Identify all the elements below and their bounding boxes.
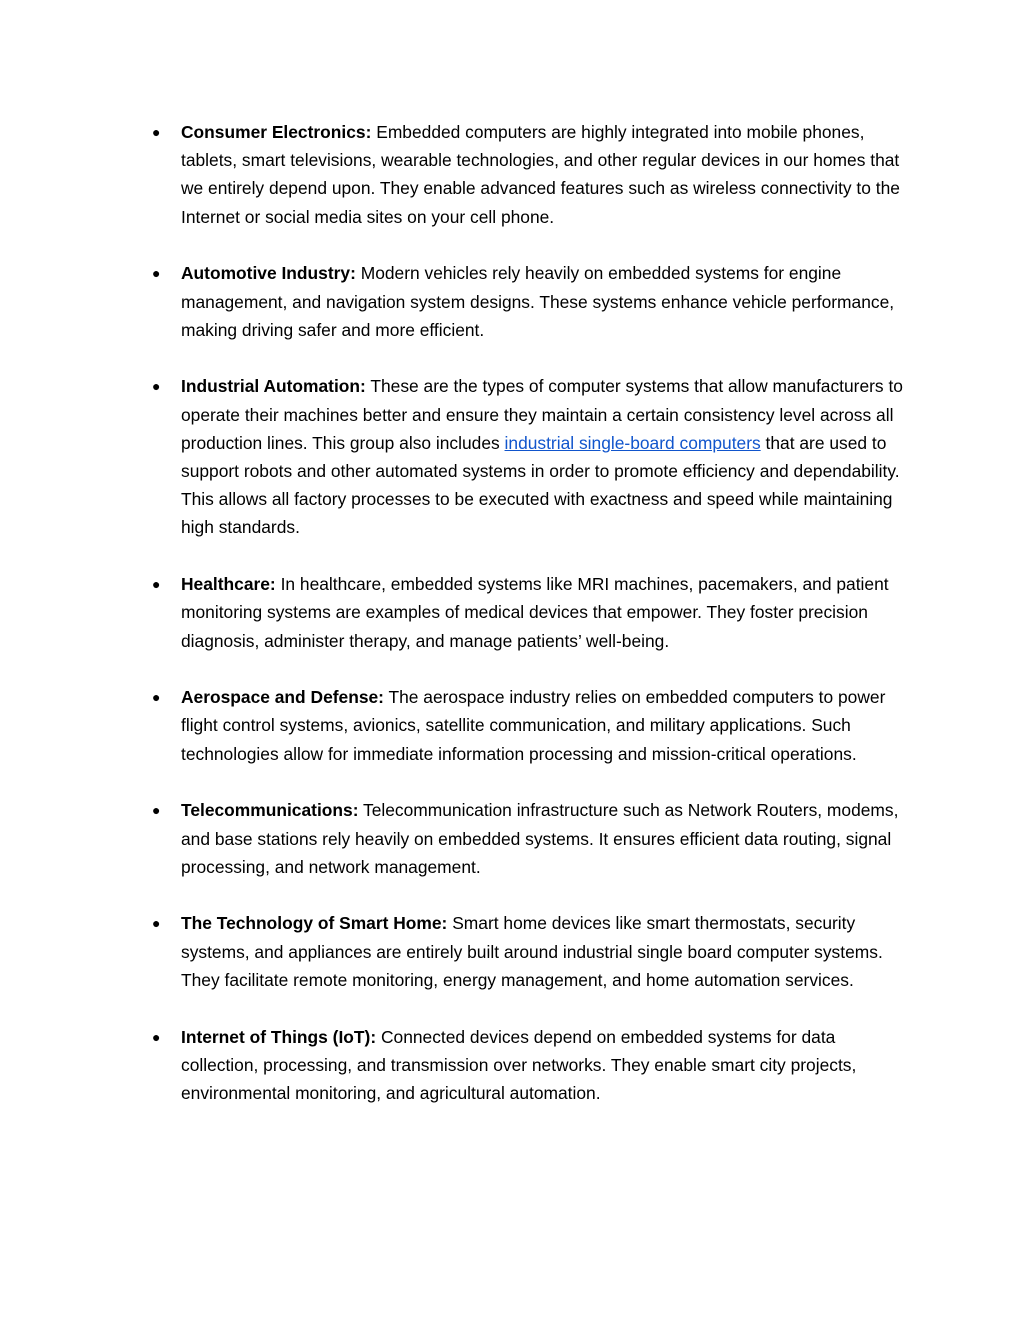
- list-item-automotive-industry: [152, 259, 912, 344]
- bullet-icon: ●: [152, 915, 161, 932]
- application-bullet-list: [152, 118, 912, 1136]
- list-item-healthcare: [152, 570, 912, 655]
- item-text: Modern vehicles rely heavily on embedded systems for engine management, and navigation system designs. These systems enhance vehicle performance, making driving safer and more efficient.: [181, 263, 895, 340]
- bullet-icon: ●: [152, 378, 161, 395]
- industrial-sbc-link[interactable]: industrial single-board computers: [504, 432, 761, 453]
- item-title: Telecommunications:: [181, 800, 359, 821]
- item-text: Connected devices depend on embedded systems for data collection, processing, and transmission over networks. They enable smart city projects, environmental monitoring, and agricultural automation.: [181, 1026, 857, 1103]
- item-title: The Technology of Smart Home:: [181, 913, 448, 934]
- item-text: The aerospace industry relies on embedded computers to power flight control systems, avionics, satellite communication, and military applications. Such technologies allow for immediate information processing and mission-critical operations.: [181, 687, 886, 764]
- bullet-icon: ●: [152, 1028, 161, 1045]
- list-item-smart-home: [152, 909, 912, 994]
- list-item-iot: [152, 1023, 912, 1108]
- item-text: Smart home devices like smart thermostats, security systems, and appliances are entirely built around industrial single board computer systems. They facilitate remote monitoring, energy management, and home automation services.: [181, 913, 883, 990]
- item-text-before-link: These are the types of computer systems that allow manufacturers to operate their machines better and ensure they maintain a certain consistency level across all production lines. This group also includes: [181, 376, 903, 453]
- bullet-icon: ●: [152, 576, 161, 593]
- item-title: Internet of Things (IoT):: [181, 1026, 377, 1047]
- bullet-icon: ●: [152, 802, 161, 819]
- bullet-icon: ●: [152, 265, 161, 282]
- item-title: Industrial Automation:: [181, 376, 366, 397]
- item-title: Healthcare:: [181, 574, 276, 595]
- list-item-consumer-electronics: [152, 118, 912, 231]
- item-text-after-link: that are used to support robots and other automated systems in order to promote efficiency and dependability. This allows all factory processes to be executed with exactness and speed while maintaining high standards.: [181, 432, 900, 538]
- list-item-telecommunications: [152, 796, 912, 881]
- bullet-icon: ●: [152, 124, 161, 140]
- list-item-industrial-automation: [152, 372, 912, 541]
- item-text: Embedded computers are highly integrated into mobile phones, tablets, smart televisions, wearable technologies, and other regular devices in our homes that we entirely depend upon. They enable advanced features such as wireless connectivity to the Internet or social media sites on your cell phone.: [181, 122, 900, 227]
- item-title: Consumer Electronics:: [181, 122, 372, 142]
- item-text: Telecommunication infrastructure such as Network Routers, modems, and base stations rely heavily on embedded systems. It ensures efficient data routing, signal processing, and network management.: [181, 800, 899, 877]
- item-text: In healthcare, embedded systems like MRI machines, pacemakers, and patient monitoring systems are examples of medical devices that empower. They foster precision diagnosis, administer therapy, and manage patients’ well-being.: [181, 574, 889, 651]
- item-title: Aerospace and Defense:: [181, 687, 384, 708]
- bullet-icon: ●: [152, 689, 161, 706]
- list-item-aerospace-defense: [152, 683, 912, 768]
- item-title: Automotive Industry:: [181, 263, 356, 284]
